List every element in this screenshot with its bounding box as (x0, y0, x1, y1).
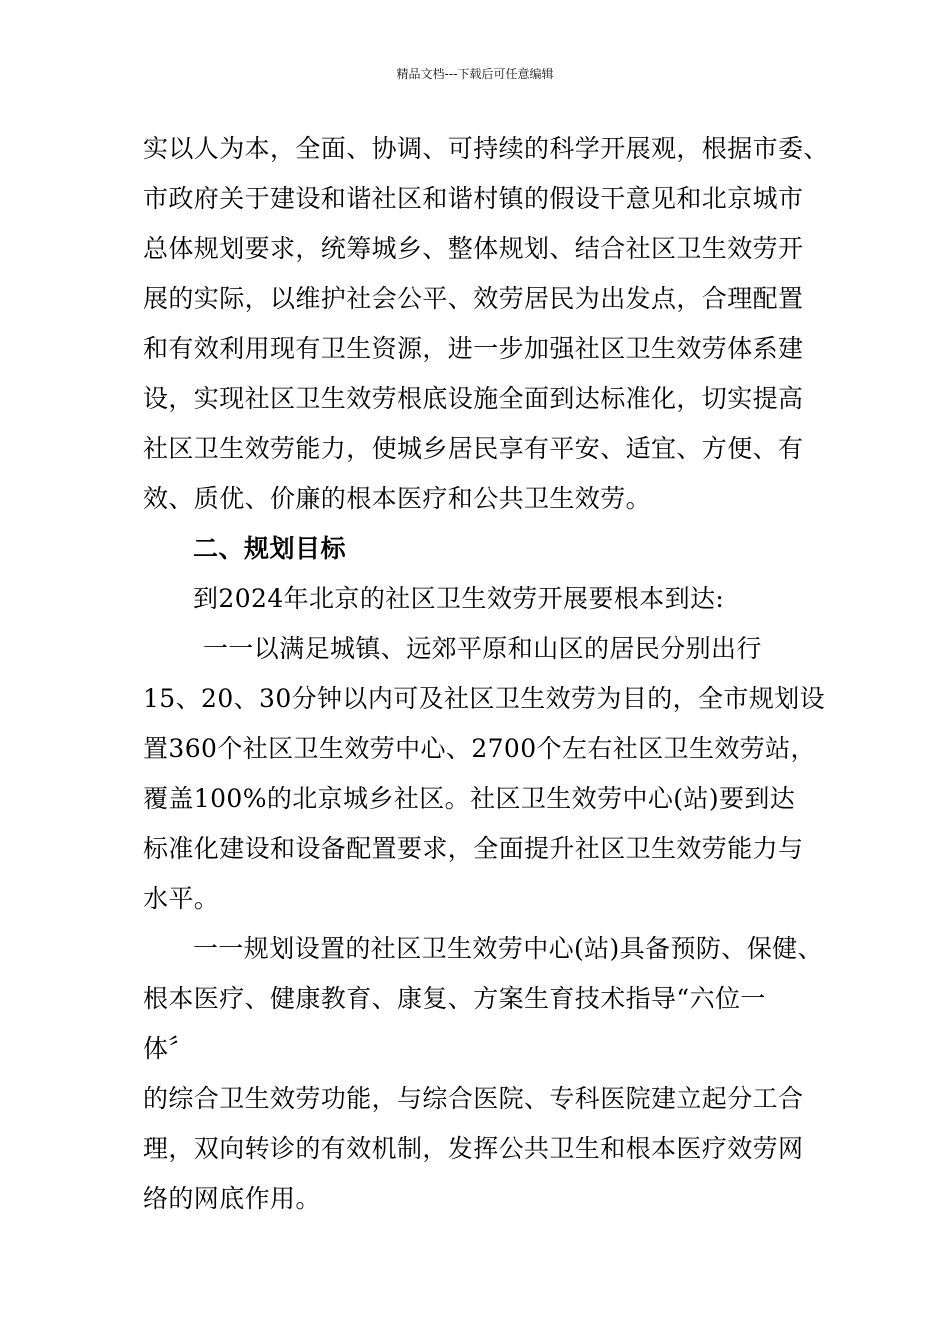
body-line: 水平。 (143, 884, 220, 913)
body-line: 体〞 (143, 1034, 194, 1063)
body-line: 总体规划要求，统筹城乡、整体规划、结合社区卫生效劳开 (143, 234, 804, 263)
body-line: 效、质优、价廉的根本医疗和公共卫生效劳。 (143, 484, 652, 513)
body-line: 展的实际，以维护社会公平、效劳居民为出发点，合理配置 (143, 284, 804, 313)
body-line: 络的网底作用。 (143, 1184, 321, 1213)
body-line: 一一规划设置的社区卫生效劳中心(站)具备预防、保健、 (193, 934, 823, 963)
section-heading: 二、规划目标 (193, 534, 347, 563)
body-line: 一一以满足城镇、远郊平原和山区的居民分别出行 (203, 634, 762, 663)
body-line: 置360个社区卫生效劳中心、2700个左右社区卫生效劳站， (143, 734, 816, 763)
body-line: 理，双向转诊的有效机制，发挥公共卫生和根本医疗效劳网 (143, 1134, 804, 1163)
body-line: 到2024年北京的社区卫生效劳开展要根本到达: (193, 584, 725, 613)
body-line: 标准化建设和设备配置要求，全面提升社区卫生效劳能力与 (143, 834, 804, 863)
body-line: 和有效利用现有卫生资源，进一步加强社区卫生效劳体系建 (143, 334, 804, 363)
body-line: 覆盖100%的北京城乡社区。社区卫生效劳中心(站)要到达 (143, 784, 796, 813)
body-line: 设，实现社区卫生效劳根底设施全面到达标准化，切实提高 (143, 384, 804, 413)
page-header: 精品文档---下载后可任意编辑 (396, 67, 554, 81)
body-line: 社区卫生效劳能力，使城乡居民享有平安、适宜、方便、有 (143, 434, 804, 463)
body-line: 15、20、30分钟以内可及社区卫生效劳为目的，全市规划设 (143, 684, 826, 713)
body-line: 根本医疗、健康教育、康复、方案生育技术指导“六位一 (143, 984, 766, 1013)
body-line: 市政府关于建设和谐社区和谐村镇的假设干意见和北京城市 (143, 184, 804, 213)
body-line: 的综合卫生效劳功能，与综合医院、专科医院建立起分工合 (143, 1084, 804, 1113)
body-line: 实以人为本，全面、协调、可持续的科学开展观，根据市委、 (143, 134, 829, 163)
